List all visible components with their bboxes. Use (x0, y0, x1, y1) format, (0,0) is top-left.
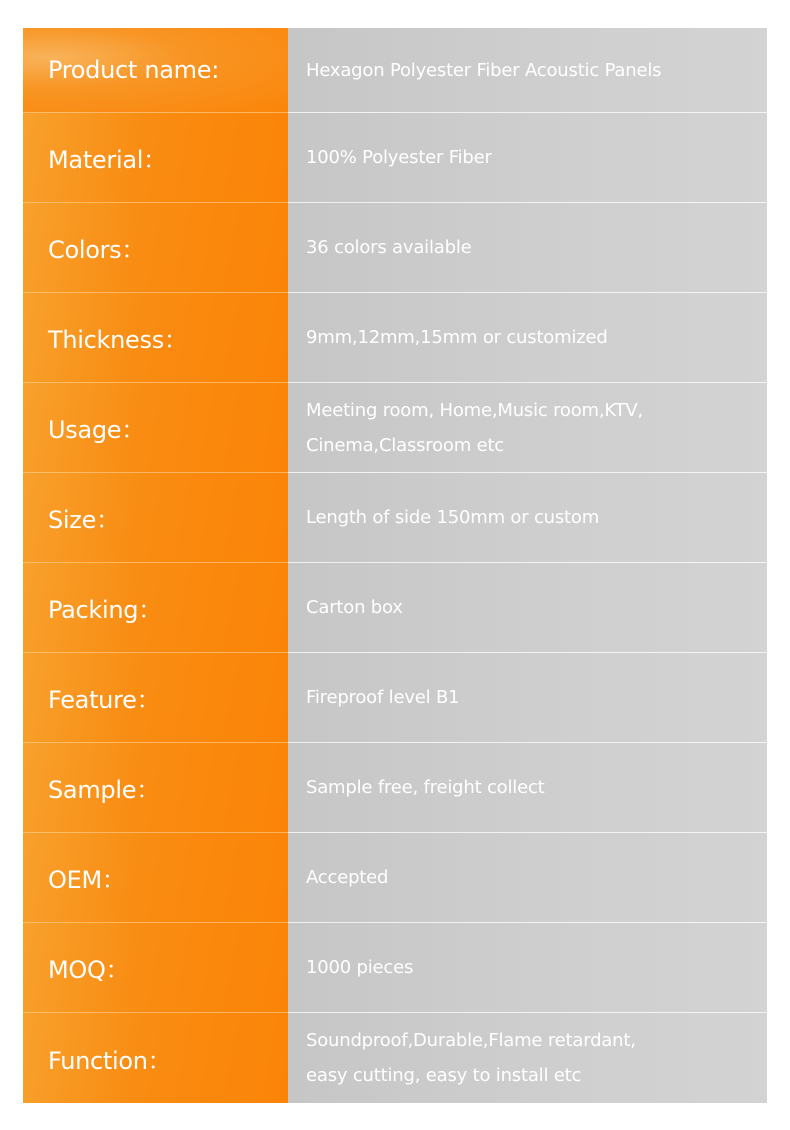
spec-label-function: Function： (23, 1013, 288, 1103)
spec-value-feature: Fireproof level B1 (288, 653, 767, 743)
spec-value-colors: 36 colors available (288, 203, 767, 293)
spec-row-oem (23, 833, 767, 923)
spec-value-size: Length of side 150mm or custom (288, 473, 767, 563)
value-line: Cinema,Classroom etc (306, 434, 505, 456)
spec-label-feature: Feature： (23, 653, 288, 743)
spec-row-packing (23, 563, 767, 653)
spec-value-material: 100% Polyester Fiber (288, 113, 767, 203)
spec-value-usage (288, 383, 767, 473)
spec-row-usage (23, 383, 767, 473)
spec-label-sample: Sample： (23, 743, 288, 833)
spec-row-sample (23, 743, 767, 833)
spec-label-moq: MOQ： (23, 923, 288, 1013)
spec-row-size (23, 473, 767, 563)
spec-label-size: Size： (23, 473, 288, 563)
spec-row-feature (23, 653, 767, 743)
spec-label-thickness: Thickness： (23, 293, 288, 383)
spec-label-material: Material： (23, 113, 288, 203)
spec-label-packing: Packing： (23, 563, 288, 653)
spec-row-product-name (23, 28, 767, 113)
spec-value-function (288, 1013, 767, 1103)
spec-label-oem: OEM： (23, 833, 288, 923)
spec-row-function (23, 1013, 767, 1103)
spec-value-moq: 1000 pieces (288, 923, 767, 1013)
spec-value-product-name: Hexagon Polyester Fiber Acoustic Panels (288, 28, 767, 113)
spec-row-material (23, 113, 767, 203)
spec-row-moq (23, 923, 767, 1013)
value-line: Meeting room, Home,Music room,KTV, (306, 399, 644, 421)
spec-row-thickness (23, 293, 767, 383)
spec-label-usage: Usage： (23, 383, 288, 473)
spec-row-colors (23, 203, 767, 293)
value-line: Soundproof,Durable,Flame retardant, (306, 1030, 636, 1051)
spec-value-oem: Accepted (288, 833, 767, 923)
spec-value-thickness: 9mm,12mm,15mm or customized (288, 293, 767, 383)
value-line: easy cutting, easy to install etc (306, 1065, 582, 1086)
spec-label-colors: Colors： (23, 203, 288, 293)
spec-value-sample: Sample free, freight collect (288, 743, 767, 833)
spec-table (23, 28, 767, 1103)
spec-label-product-name: Product name: (23, 28, 288, 113)
value-lines (306, 393, 643, 463)
spec-value-packing: Carton box (288, 563, 767, 653)
value-lines (306, 1023, 636, 1093)
